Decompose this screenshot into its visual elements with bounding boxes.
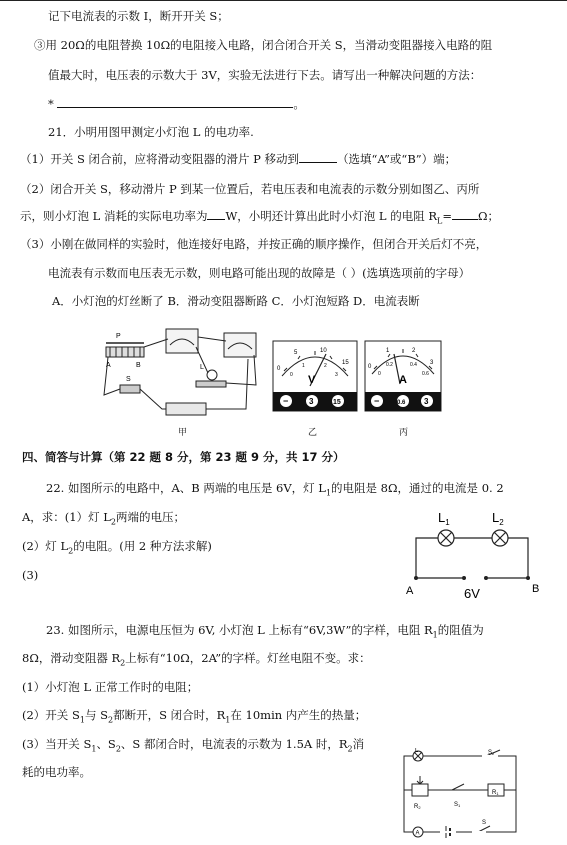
q22-line-3: [22, 538, 212, 559]
q21-part2-text-b: W，小明还计算出此时小灯泡 L 的电阻 R: [225, 209, 438, 223]
ammeter-figure: [364, 340, 442, 412]
fig-label-yi: 乙: [308, 428, 318, 438]
v-term-15-label: 15: [333, 399, 341, 406]
label-a: A: [106, 362, 111, 369]
a-inner-02: 0.2: [386, 362, 393, 368]
q23-line-1: [46, 622, 484, 643]
voltmeter-device: [166, 329, 198, 353]
q23-fig-l: L: [415, 748, 419, 754]
q23-fig-s2: S2: [488, 750, 495, 756]
q22-sub-2: 2: [110, 517, 116, 527]
q22-text-2b: 两端的电压；: [116, 510, 185, 524]
a-term-3-label: 3: [424, 397, 429, 406]
q21-blank-3[interactable]: [452, 208, 478, 220]
lamp-l: [207, 370, 217, 380]
q22-circuit-figure: [402, 502, 552, 602]
q23-text-5c: 、S 都闭合时，电流表的示数为 1.5A 时，R: [120, 737, 348, 751]
q22-text-3a: (2）灯 L: [22, 539, 69, 553]
q23-sub-2: 2: [120, 658, 126, 668]
q23-sub-4c: 1: [225, 715, 231, 725]
ammeter-unit: A: [399, 374, 407, 386]
q23-text-2a: 8Ω，滑动变阻器 R: [22, 651, 121, 665]
a-inner-04: 0.4: [410, 362, 417, 368]
q23-sub-5a: 1: [91, 744, 97, 754]
v-outer-0: 0: [277, 366, 281, 372]
q23-resistor-r2: [412, 784, 428, 796]
v-outer-15: 15: [342, 360, 349, 366]
q22-text-1a: 22. 如图所示的电路中，A、B 两端的电压是 6V，灯 L: [46, 481, 326, 495]
q23-text-4c: 都断开，S 闭合时，R: [113, 708, 226, 722]
q23-sub-4a: 1: [79, 715, 85, 725]
q21-part3-line1: （3）小刚在做同样的实验时，他连接好电路，并按正确的顺序操作，但闭合开关后灯不亮，: [20, 237, 488, 251]
answer-blank[interactable]: [57, 96, 293, 108]
prev-line-1: 记下电流表的示数 I，断开开关 S；: [48, 9, 229, 23]
battery: [166, 403, 206, 415]
switch-s: [120, 385, 140, 393]
q23-line-6: 耗的电功率。: [22, 765, 91, 779]
q22-label-6v: 6V: [464, 586, 480, 601]
q22-label-a: A: [406, 585, 414, 597]
q23-line-4: [22, 707, 366, 728]
q21-eq: =: [442, 209, 452, 223]
q22-label-l2: $L_2$: [492, 510, 504, 527]
answer-end: 。: [293, 97, 305, 111]
q21-part2-line1: （2）闭合开关 S，移动滑片 P 到某一位置后，若电压表和电流表的示数分别如图乙、丙所: [20, 182, 480, 196]
q22-text-3b: 的电阻。(用 2 种方法求解): [73, 539, 212, 553]
v-inner-0: 0: [290, 372, 293, 378]
q23-line-5: [22, 736, 364, 757]
fig-label-bing: 丙: [399, 428, 409, 438]
q23-sub-1: 1: [432, 630, 438, 640]
v-term-3-label: 3: [309, 397, 314, 406]
q22-line-2: [22, 509, 185, 530]
v-inner-1: 1: [302, 363, 305, 369]
q22-label-l1: $L_1$: [438, 510, 450, 527]
q23-switch-s1: [452, 784, 464, 790]
q21-part2-line2: [20, 208, 499, 229]
a-inner-06: 0.6: [422, 371, 429, 377]
q23-sub-4b: 2: [107, 715, 114, 725]
label-p: P: [116, 333, 121, 340]
q22-label-b: B: [532, 583, 540, 595]
ammeter-device: [224, 333, 256, 357]
q23-fig-s: S: [482, 820, 487, 826]
q22-line-4: (3): [22, 568, 39, 582]
q23-fig-s1: S1: [454, 802, 461, 808]
a-term-06-label: 0.6: [397, 400, 406, 406]
prev-answer-line: [48, 96, 305, 112]
q23-fig-r2: R2: [414, 804, 421, 810]
q21-part1-text-b: （选填“A”或“B”）端；: [337, 152, 457, 166]
q23-circuit-figure: [396, 748, 528, 840]
q21-blank-1[interactable]: [299, 151, 337, 163]
label-b: B: [136, 362, 141, 369]
fig-label-jia: 甲: [178, 428, 188, 438]
q21-part2-text-a: 示，则小灯泡 L 消耗的实际电功率为: [20, 209, 208, 223]
q21-title: 21．小明用图甲测定小灯泡 L 的电功率.: [48, 125, 254, 139]
q22-line-1: [46, 480, 504, 501]
q23-text-5d: 消: [352, 737, 365, 751]
prev-line-2: ③用 20Ω的电阻替换 10Ω的电阻接入电路，闭合闭合开关 S，当滑动变阻器接入电路的阻: [34, 38, 493, 52]
v-term-neg-label: −: [283, 396, 289, 406]
q23-text-5b: 、S: [96, 737, 116, 751]
section4-heading: 四、简答与计算（第 22 题 8 分，第 23 题 9 分，共 17 分）: [22, 450, 345, 464]
q23-fig-a: A: [415, 830, 420, 837]
q23-text-2b: 上标有“10Ω，2A”的字样。灯丝电阻不变。求：: [125, 651, 371, 665]
prev-line-3: 值最大时，电压表的示数大于 3V，实验无法进行下去。请写出一种解决问题的方法：: [48, 68, 482, 82]
v-outer-10: 10: [320, 348, 327, 354]
label-s: S: [126, 376, 131, 383]
q23-line-3: (1）小灯泡 L 正常工作时的电阻；: [22, 680, 199, 694]
q21-options: A．小灯泡的灯丝断了 B．滑动变阻器断路 C．小灯泡短路 D．电流表断: [52, 294, 420, 308]
q23-text-1b: 的阻值为: [437, 623, 484, 637]
q21-ohm: Ω；: [478, 209, 500, 223]
rheostat: [106, 347, 144, 357]
answer-star: *: [48, 97, 54, 111]
q22-text-2a: A，求：(1）灯 L: [22, 510, 111, 524]
a-outer-3: 3: [430, 360, 434, 366]
q23-line-2: [22, 650, 371, 671]
voltmeter-figure: [272, 340, 358, 412]
q23-text-4d: 在 10min 内产生的热量；: [230, 708, 367, 722]
q21-blank-2[interactable]: [207, 208, 225, 220]
a-outer-0: 0: [368, 364, 372, 370]
v-outer-5: 5: [294, 350, 298, 356]
q21-sub-l: L: [437, 216, 443, 226]
a-outer-1: 1: [386, 348, 390, 354]
page-top-rule: [0, 0, 567, 1]
q21-circuit-figure: [96, 325, 271, 425]
v-inner-3: 3: [335, 372, 338, 378]
q23-text-4a: (2）开关 S: [22, 708, 80, 722]
q23-text-1a: 23. 如图所示，电源电压恒为 6V, 小灯泡 L 上标有“6V,3W”的字样，电阻 R: [46, 623, 433, 637]
v-inner-2: 2: [324, 363, 327, 369]
label-l: L: [200, 364, 204, 371]
q23-fig-r1: R1: [492, 790, 499, 796]
q21-part1-text: （1）开关 S 闭合前，应将滑动变阻器的滑片 P 移动到: [20, 152, 300, 166]
q23-text-5a: (3）当开关 S: [22, 737, 92, 751]
q23-sub-5b: 2: [115, 744, 121, 754]
q21-part3-line2: 电流表有示数而电压表无示数，则电路可能出现的故障是（ ）(选填选项前的字母）: [48, 266, 471, 280]
a-inner-0: 0: [378, 371, 381, 377]
a-term-neg-label: −: [374, 396, 380, 406]
q22-sub-1: 1: [325, 488, 332, 498]
voltmeter-unit: V: [308, 374, 316, 386]
q23-text-4b: 与 S: [84, 708, 108, 722]
q22-sub-3: 2: [68, 546, 74, 556]
q22-text-1b: 的电阻是 8Ω，通过的电流是 0. 2: [331, 481, 504, 495]
q21-part1: [20, 151, 456, 167]
q23-sub-5c: 2: [347, 744, 353, 754]
a-outer-2: 2: [412, 348, 416, 354]
